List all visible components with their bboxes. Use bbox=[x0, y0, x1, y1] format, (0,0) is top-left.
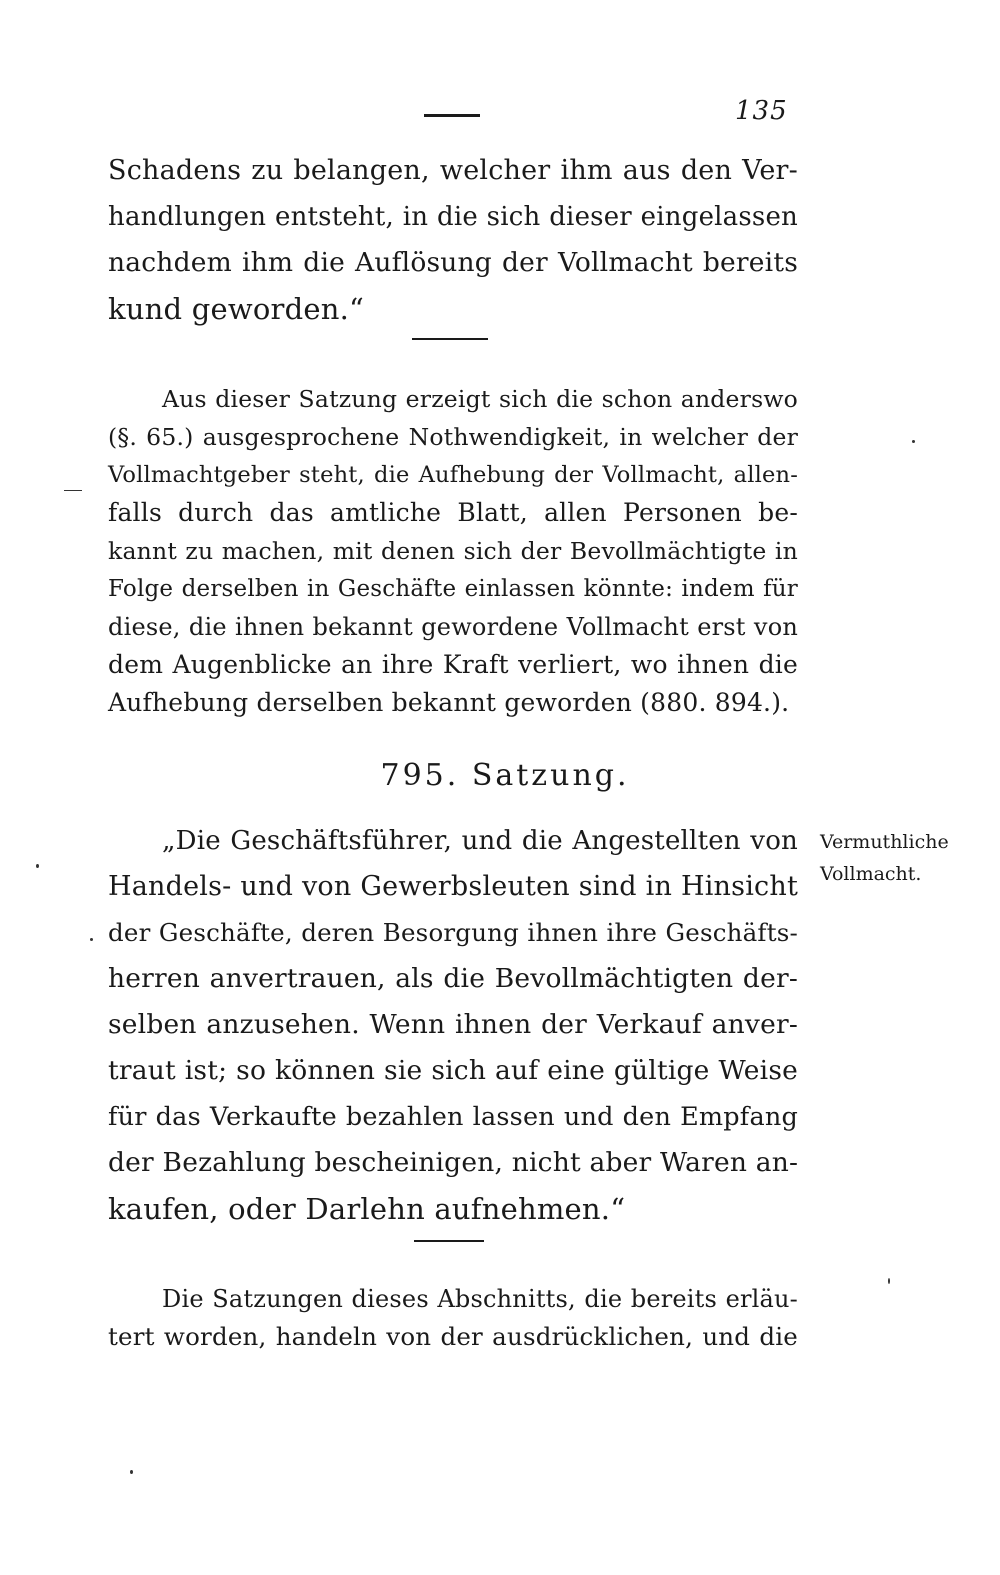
text-line: Schadens zu belangen, welcher ihm aus den Ver- bbox=[108, 155, 798, 186]
text-line: Folge derselben in Geschäfte einlassen könnte: indem für bbox=[108, 576, 798, 602]
scan-speck bbox=[912, 440, 915, 443]
text-line: „Die Geschäftsführer, und die Angestellten von bbox=[162, 826, 798, 856]
paragraph-satzung bbox=[108, 818, 798, 1232]
paragraph-closing bbox=[108, 1280, 798, 1356]
margin-note-line: Vermuthliche bbox=[820, 831, 949, 853]
text-line: Aus dieser Satzung erzeigt sich die schon anderswo bbox=[162, 385, 798, 413]
text-line: Handels- und von Gewerbsleuten sind in Hinsicht bbox=[108, 871, 798, 902]
text-line: (§. 65.) ausgesprochene Nothwendigkeit, in welcher der bbox=[108, 423, 798, 451]
header-dash bbox=[424, 114, 480, 117]
scan-speck bbox=[130, 1470, 133, 1474]
page-number: 135 bbox=[735, 96, 788, 126]
page-header bbox=[0, 96, 1000, 136]
text-line: für das Verkaufte bezahlen lassen und den Empfang bbox=[108, 1102, 798, 1132]
text-line: diese, die ihnen bekannt gewordene Vollmacht erst von bbox=[108, 613, 798, 641]
text-line: Vollmachtgeber steht, die Aufhebung der Vollmacht, allen- bbox=[108, 462, 798, 488]
scan-speck bbox=[64, 490, 82, 491]
text-line: falls durch das amtliche Blatt, allen Personen be- bbox=[108, 498, 798, 527]
scan-speck bbox=[888, 1278, 890, 1284]
paragraph-commentary bbox=[108, 380, 798, 722]
text-line: tert worden, handeln von der ausdrücklichen, und die bbox=[108, 1322, 798, 1351]
text-line: Aufhebung derselben bekannt geworden (880. 894.). bbox=[108, 688, 790, 717]
section-rule bbox=[412, 338, 488, 340]
text-line: dem Augenblicke an ihre Kraft verliert, wo ihnen die bbox=[108, 650, 798, 679]
text-line: selben anzusehen. Wenn ihnen der Verkauf anver- bbox=[108, 1009, 798, 1040]
text-line: der Geschäfte, deren Besorgung ihnen ihre Geschäfts- bbox=[108, 918, 798, 947]
text-line: nachdem ihm die Auflösung der Vollmacht bereits bbox=[108, 247, 798, 278]
section-heading: 795. Satzung. bbox=[380, 758, 630, 793]
text-line: der Bezahlung bescheinigen, nicht aber Waren an- bbox=[108, 1147, 799, 1178]
margin-note bbox=[820, 826, 960, 890]
text-line: Die Satzungen dieses Abschnitts, die bereits erläu- bbox=[162, 1285, 798, 1313]
section-rule bbox=[414, 1240, 484, 1242]
paragraph-quote-end bbox=[108, 148, 798, 332]
scan-speck bbox=[36, 864, 39, 868]
text-line: handlungen entsteht, in die sich dieser eingelassen bbox=[108, 202, 798, 232]
text-line: traut ist; so können sie sich auf eine gültige Weise bbox=[108, 1055, 798, 1086]
text-line: kund geworden.“ bbox=[108, 292, 365, 326]
text-line: kaufen, oder Darlehn aufnehmen.“ bbox=[108, 1192, 626, 1226]
scan-speck bbox=[90, 938, 93, 941]
text-line: herren anvertrauen, als die Bevollmächtigten der- bbox=[108, 963, 798, 994]
text-line: kannt zu machen, mit denen sich der Bevollmächtigte in bbox=[108, 537, 798, 565]
margin-note-line: Vollmacht. bbox=[820, 863, 922, 885]
